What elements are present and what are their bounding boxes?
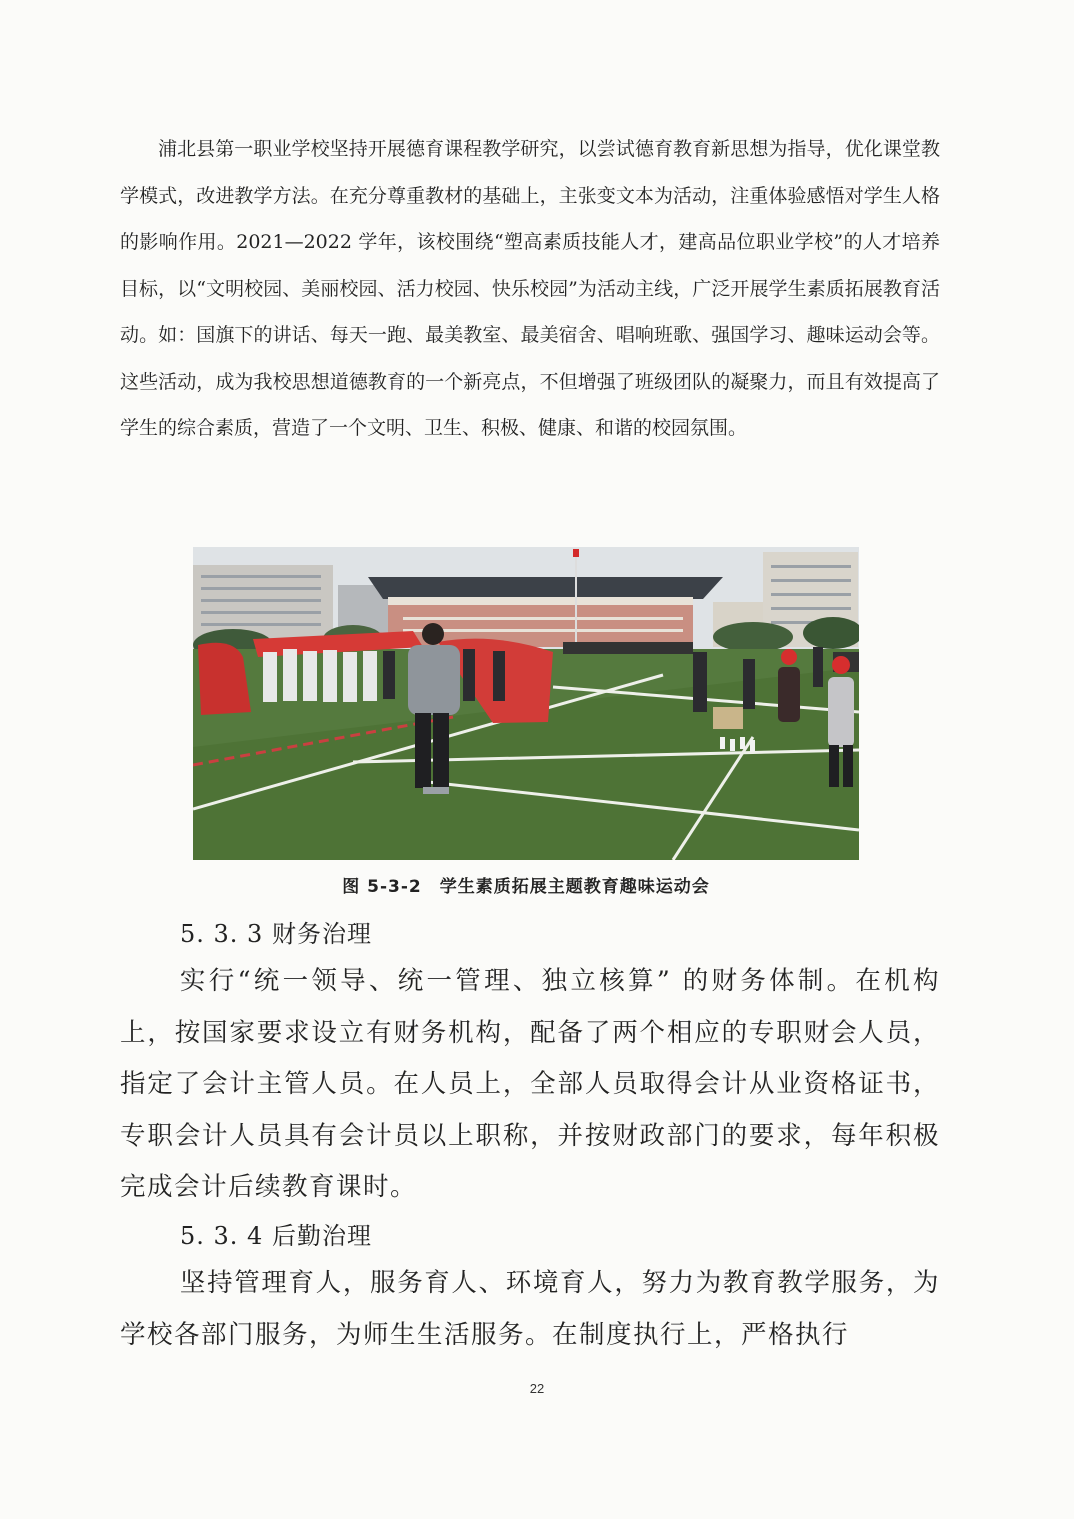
intro-paragraph: 浦北县第一职业学校坚持开展德育课程教学研究，以尝试德育教育新思想为指导，优化课堂教学模式，改进教学方法。在充分尊重教材的基础上，主张变文本为活动，注重体验感悟对学生人格的影响作用。2021—2022 学年，该校围绕“塑高素质技能人才，建高品位职业学校”的人才培养目标，以“文明校园、美丽校园、活力校园、快乐校园”为活动主线，广泛开展学生素质拓展教育活动。如：国旗下的讲话、每天一跑、最美教室、最美宿舍、唱响班歌、强国学习、趣味运动会等。这些活动，成为我校思想道德教育的一个新亮点，不但增强了班级团队的凝聚力，而且有效提高了学生的综合素质，营造了一个文明、卫生、积极、健康、和谐的校园氛围。 xyxy=(120,138,940,439)
section-paragraph-finance: 实行“统一领导、统一管理、独立核算” 的财务体制。在机构上，按国家要求设立有财务机构，配备了两个相应的专职财会人员，指定了会计主管人员。在人员上，全部人员取得会计从业资格证书，专职会计人员具有会计员以上职称，并按财政部门的要求，每年积极完成会计后续教育课时。 xyxy=(120,966,940,1202)
page-number: 22 xyxy=(529,1381,545,1396)
section-heading-logistics: 5. 3. 4 后勤治理 xyxy=(180,1222,372,1250)
figure-caption: 图 5-3-2 学生素质拓展主题教育趣味运动会 xyxy=(342,877,710,897)
sports-meet-photo xyxy=(193,547,859,860)
section-paragraph-logistics: 坚持管理育人，服务育人、环境育人，努力为教育教学服务，为学校各部门服务，为师生生活服务。在制度执行上，严格执行 xyxy=(120,1268,940,1350)
section-heading-finance: 5. 3. 3 财务治理 xyxy=(180,920,372,948)
